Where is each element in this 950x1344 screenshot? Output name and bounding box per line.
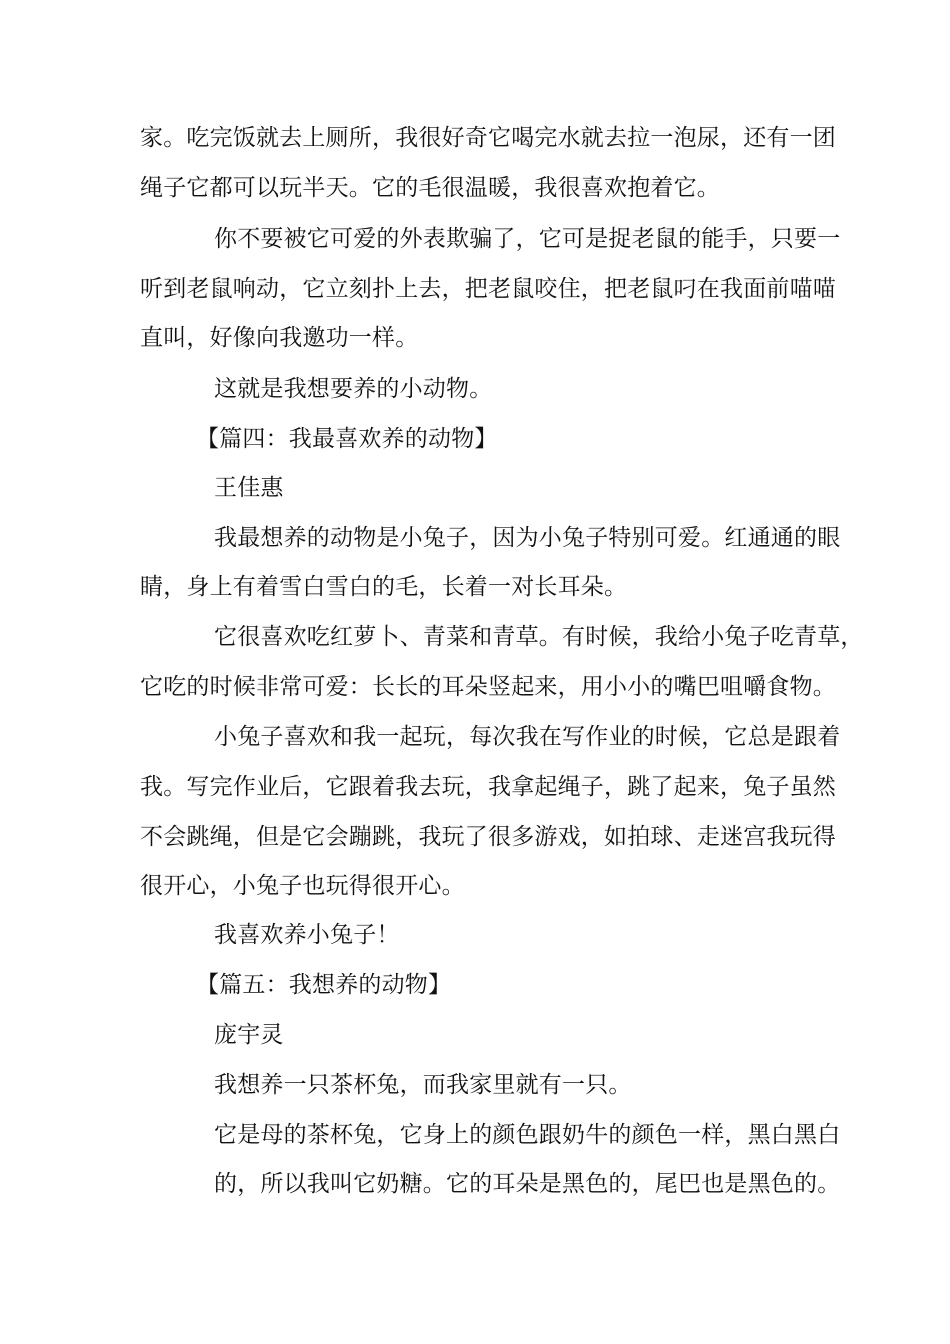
text-line: 家。吃完饭就去上厕所，我很好奇它喝完水就去拉一泡尿，还有一团 bbox=[140, 125, 836, 151]
text-line: 我。写完作业后，它跟着我去玩，我拿起绳子，跳了起来，兔子虽然 bbox=[140, 774, 836, 800]
text-line: 我想养一只茶杯兔，而我家里就有一只。 bbox=[214, 1072, 632, 1098]
text-line: 我喜欢养小兔子！ bbox=[214, 922, 400, 948]
text-line: 直叫，好像向我邀功一样。 bbox=[140, 325, 419, 351]
section-heading: 【篇五：我想养的动物】 bbox=[196, 972, 452, 998]
text-line: 很开心，小兔子也玩得很开心。 bbox=[140, 873, 465, 899]
text-line: 睛，身上有着雪白雪白的毛，长着一对长耳朵。 bbox=[140, 574, 628, 600]
text-line: 的，所以我叫它奶糖。它的耳朵是黑色的，尾巴也是黑色的。 bbox=[214, 1171, 841, 1197]
author-name: 王佳惠 bbox=[214, 475, 284, 501]
text-line: 这就是我想要养的小动物。 bbox=[214, 376, 493, 402]
text-line: 小兔子喜欢和我一起玩，每次我在写作业的时候，它总是跟着 bbox=[214, 724, 841, 750]
text-line: 我最想养的动物是小兔子，因为小兔子特别可爱。红通通的眼 bbox=[214, 525, 841, 551]
text-line: 听到老鼠响动，它立刻扑上去，把老鼠咬住，把老鼠叼在我面前喵喵 bbox=[140, 276, 836, 302]
text-line: 它是母的茶杯兔，它身上的颜色跟奶牛的颜色一样，黑白黑白 bbox=[214, 1122, 841, 1148]
author-name: 庞宇灵 bbox=[214, 1022, 284, 1048]
text-line: 它吃的时候非常可爱：长长的耳朵竖起来，用小小的嘴巴咀嚼食物。 bbox=[140, 674, 836, 700]
text-line: 它很喜欢吃红萝卜、青菜和青草。有时候，我给小兔子吃青草， bbox=[214, 624, 864, 650]
section-heading: 【篇四：我最喜欢养的动物】 bbox=[196, 426, 498, 452]
text-line: 不会跳绳，但是它会蹦跳，我玩了很多游戏，如拍球、走迷宫我玩得 bbox=[140, 824, 836, 850]
text-line: 绳子它都可以玩半天。它的毛很温暖，我很喜欢抱着它。 bbox=[140, 175, 720, 201]
text-line: 你不要被它可爱的外表欺骗了，它可是捉老鼠的能手，只要一 bbox=[214, 226, 841, 252]
